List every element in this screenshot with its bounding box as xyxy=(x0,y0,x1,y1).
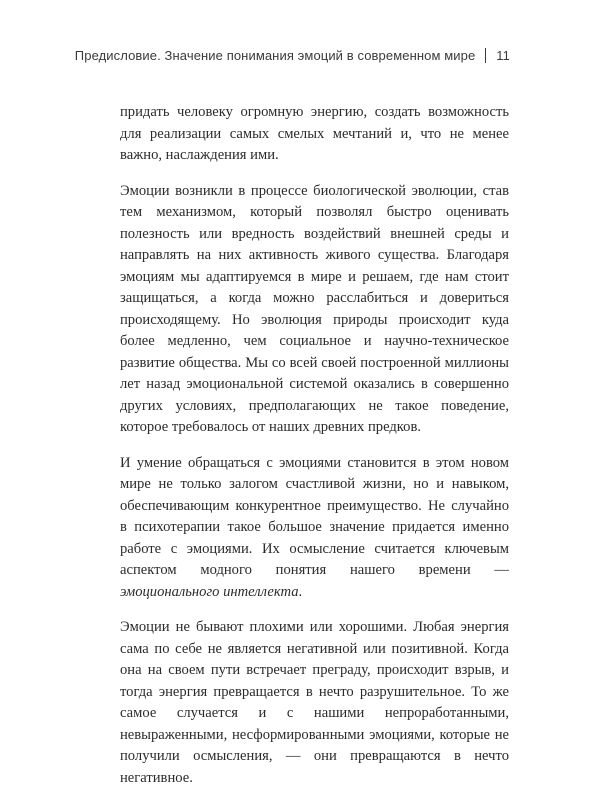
header-separator xyxy=(485,48,486,63)
body-text xyxy=(120,102,509,789)
paragraph-1: придать человеку огромную энергию, создать возможность для реализации самых смелых мечтаний и, что не менее важно, наслаждения ими. xyxy=(120,104,509,163)
page-number: 11 xyxy=(496,48,510,63)
paragraph-3 xyxy=(120,453,509,604)
running-header xyxy=(75,48,510,63)
paragraph-4: Эмоции не бывают плохими или хорошими. Любая энергия сама по себе не является негативной или позитивной. Когда она на своем пути встречает преграду, происходит взрыв, и тогда энергия превращается в нечто разрушительное. То же самое случается и с нашими непроработанными, невыраженными, несформированными эмоциями, которые не получили осмысления, — они превращаются в нечто негативное. xyxy=(120,619,509,786)
emphasis-term: эмоционального интеллекта xyxy=(120,583,299,600)
paragraph-3-end: . xyxy=(298,583,303,600)
running-title: Предисловие. Значение понимания эмоций в современном мире xyxy=(74,48,476,63)
paragraph-3-text: И умение обращаться с эмоциями становится в этом новом мире не только залогом счастливой жизни, но и навыком, обеспечивающим конкурентное преимущество. Не случайно в психотерапии такое большое значение придается именно работе с эмоциями. Их осмысление считается ключевым аспектом модного понятия нашего времени — xyxy=(120,454,509,578)
paragraph-2: Эмоции возникли в процессе биологической эволюции, став тем механизмом, который позволял быстро оценивать полезность или вредность воздействий внешней среды и направлять на них активность живого существа. Благодаря эмоциям мы адаптируемся в мире и решаем, где нам стоит защищаться, а когда можно расслабиться и довериться происходящему. Но эволюция природы происходит куда более медленно, чем социальное и научно-техническое развитие общества. Мы со всей своей построенной миллионы лет назад эмоциональной системой оказались в совершенно других условиях, предполагающих не такое поведение, которое требовалось от наших древних предков. xyxy=(120,182,509,435)
